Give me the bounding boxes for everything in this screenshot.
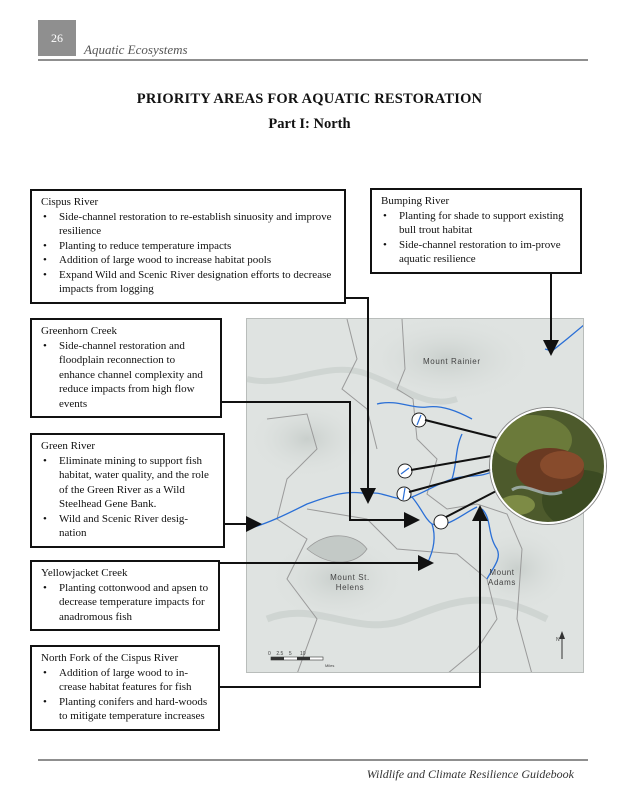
scale-tick: 5 <box>288 651 292 657</box>
cispus-river-box <box>30 189 346 304</box>
page-subtitle: Part I: North <box>268 116 351 132</box>
list-item: • Planting cottonwood and apsen to decrease temperature impacts for anadromous fish <box>41 581 210 625</box>
list-item: • Side-channel restoration and floodplain reconnection to enhance channel complexity and reduce impacts from high flow events <box>41 339 212 412</box>
list-item: • Side-channel restoration to re-establish sinuosity and improve resilience <box>41 210 336 239</box>
bullet-list <box>41 210 336 297</box>
box-title: Green River <box>41 440 96 452</box>
yellowjacket-creek-box <box>30 560 220 631</box>
footer-rule <box>38 759 588 761</box>
list-item: • Planting for shade to support existing bull trout habitat <box>381 209 572 238</box>
scale-tick: 10 <box>299 651 306 657</box>
list-item: • Eliminate mining to support fish habitat, water quality, and the role of the Green River as a Wild Steelhead Gene Bank. <box>41 454 215 512</box>
list-item: • Expand Wild and Scenic River designation efforts to decrease impacts from logging <box>41 268 336 297</box>
map-label-mount-st-helens: Mount St. Helens <box>330 573 370 592</box>
salmon-photo <box>490 408 606 524</box>
page-title: PRIORITY AREAS FOR AQUATIC RESTORATION <box>136 91 483 107</box>
bullet-list <box>41 339 212 412</box>
box-title: Bumping River <box>381 195 450 207</box>
map-label-mount-adams: Mount Adams <box>488 568 516 587</box>
bullet-list <box>41 581 210 625</box>
footer-title: Wildlife and Climate Resilience Guidebook <box>366 767 574 781</box>
box-title: Yellowjacket Creek <box>41 567 128 579</box>
green-river-box <box>30 433 225 548</box>
map-scale-unit: Miles <box>325 663 335 668</box>
map-label-mount-rainier: Mount Rainier <box>423 357 481 366</box>
bullet-list <box>41 454 215 541</box>
greenhorn-creek-box <box>30 318 222 418</box>
list-item: • Addition of large wood to increase habitat pools <box>41 253 336 268</box>
north-fork-cispus-box <box>30 645 220 731</box>
list-item: • Planting conifers and hard-woods to mitigate temperature increases <box>41 695 210 724</box>
bullet-list <box>381 209 572 267</box>
list-item: • Side-channel restoration to im-prove aquatic resilience <box>381 238 572 267</box>
list-item: • Addition of large wood to in-crease habitat features for fish <box>41 666 210 695</box>
bullet-list <box>41 666 210 724</box>
scale-tick: 2.5 <box>276 651 284 657</box>
bumping-river-box <box>370 188 582 274</box>
photo-image <box>492 410 606 524</box>
north-label: N <box>556 637 561 643</box>
box-title: Greenhorn Creek <box>41 325 118 337</box>
box-title: North Fork of the Cispus River <box>41 652 179 664</box>
scale-tick: 0 <box>268 651 271 657</box>
list-item: • Wild and Scenic River desig-nation <box>41 512 215 541</box>
running-head: Aquatic Ecosystems <box>84 42 188 57</box>
page-number: 26 <box>38 20 76 56</box>
box-title: Cispus River <box>41 196 99 208</box>
list-item: • Planting to reduce temperature impacts <box>41 239 336 254</box>
